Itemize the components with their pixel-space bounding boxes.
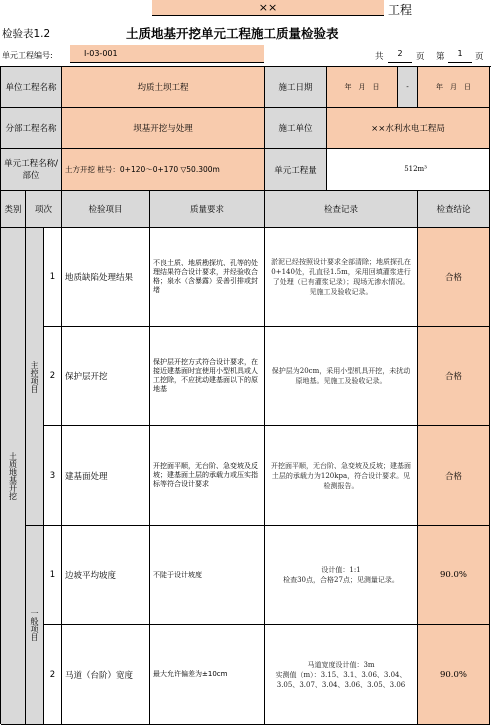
subproject-label: 分部工程名称 xyxy=(1,108,62,149)
group-general: 一般项目 xyxy=(26,526,44,725)
col-category: 类别 xyxy=(1,191,26,228)
row-1-record[interactable]: 淤泥已经按照设计要求全部清除；地质探孔在0+140处，孔直径1.5m，采用回填灌浆进行了处理（已有灌浆记录）；现场无渗水情况。见施工及验收记录。 xyxy=(265,228,418,327)
quantity-value[interactable]: 512m³ xyxy=(327,149,490,191)
row-2-requirement: 保护层开挖方式符合设计要求，在接近建基面时宜使用小型机具或人工挖除，不应扰动建基面以下的原地基 xyxy=(150,327,265,426)
date-label: 施工日期 xyxy=(265,67,327,108)
row-5-record[interactable]: 马道宽度设计值：3m 实测值（m）：3.15、3.1、3.06、3.04、3.05、3.07、3.04、3.06、3.05、3.06 xyxy=(265,625,418,725)
row-2-record[interactable]: 保护层为20cm，采用小型机具开挖，未扰动原地基。见施工及验收记录。 xyxy=(265,327,418,426)
row-3-conclusion[interactable]: 合格 xyxy=(418,426,490,526)
project-name-field[interactable]: ×× xyxy=(152,0,384,16)
contractor-label: 施工单位 xyxy=(265,108,327,149)
project-suffix: 工程 xyxy=(388,3,413,17)
subproject-value[interactable]: 坝基开挖与处理 xyxy=(62,108,265,149)
unit-label: 单元工程名称/部位 xyxy=(1,149,62,191)
page-title: 土质地基开挖单元工程施工质量检验表 xyxy=(126,26,339,41)
row-3-item: 建基面处理 xyxy=(62,426,150,526)
page-total-label: 共 xyxy=(375,52,384,62)
row-4-no: 1 xyxy=(44,526,62,625)
row-4-record[interactable]: 设计值：1:1 检查30点，合格27点；见测量记录。 xyxy=(265,526,418,625)
row-4-requirement: 不陡于设计坡度 xyxy=(150,526,265,625)
row-2-conclusion[interactable]: 合格 xyxy=(418,327,490,426)
page-total-field[interactable]: 2 xyxy=(388,45,412,63)
row-4-conclusion[interactable]: 90.0% xyxy=(418,526,490,625)
project-label: 单位工程名称 xyxy=(1,67,62,108)
row-1-no: 1 xyxy=(44,228,62,327)
col-requirement: 质量要求 xyxy=(150,191,265,228)
page-no-unit: 页 xyxy=(475,52,484,62)
row-4-item: 边坡平均坡度 xyxy=(62,526,150,625)
quantity-label: 单元工程量 xyxy=(265,149,327,191)
unit-no-field[interactable]: Ⅰ-03-001 xyxy=(70,45,264,63)
col-item-no: 项次 xyxy=(26,191,62,228)
form-number: 检验表1.2 xyxy=(2,28,51,40)
date-separator: - xyxy=(398,67,418,108)
col-inspect-item: 检验项目 xyxy=(62,191,150,228)
page-no-label: 第 xyxy=(436,52,445,62)
row-5-item: 马道（台阶）宽度 xyxy=(62,625,150,725)
contractor-value[interactable]: ××水利水电工程局 xyxy=(327,108,490,149)
date-to[interactable]: 年 月 日 xyxy=(418,67,490,108)
unit-value[interactable]: 土方开挖 桩号：0+120～0+170 ▽50.300m xyxy=(62,149,265,191)
row-1-requirement: 不良土质、地质勘探坑、孔等的处理结果符合设计要求，并经验收合格；泉水（含暴露）妥善引排或封堵 xyxy=(150,228,265,327)
inspection-table xyxy=(0,66,491,724)
row-5-requirement: 最大允许偏差为±10cm xyxy=(150,625,265,725)
row-3-requirement: 开挖面平顺，无台阶、急变坡及反坡；建基面土层的承载力或压实指标等符合设计要求 xyxy=(150,426,265,526)
project-value[interactable]: 均质土坝工程 xyxy=(62,67,265,108)
row-1-item: 地质缺陷处理结果 xyxy=(62,228,150,327)
date-from[interactable]: 年 月 日 xyxy=(327,67,398,108)
col-record: 检查记录 xyxy=(265,191,418,228)
unit-no-label: 单元工程编号: xyxy=(2,51,53,60)
group-primary: 主控项目 xyxy=(26,228,44,526)
row-3-record[interactable]: 开挖面平顺，无台阶、急变坡及反坡；建基面土层的承载力为120kpa，符合设计要求。见检测报告。 xyxy=(265,426,418,526)
row-3-no: 3 xyxy=(44,426,62,526)
page-unit: 页 xyxy=(416,52,425,62)
group-main: 土质地基开挖 xyxy=(1,228,26,725)
row-5-conclusion[interactable]: 90.0% xyxy=(418,625,490,725)
row-1-conclusion[interactable]: 合格 xyxy=(418,228,490,327)
row-2-no: 2 xyxy=(44,327,62,426)
col-conclusion: 检查结论 xyxy=(418,191,490,228)
page-no-field[interactable]: 1 xyxy=(448,45,472,63)
row-5-no: 2 xyxy=(44,625,62,725)
row-2-item: 保护层开挖 xyxy=(62,327,150,426)
